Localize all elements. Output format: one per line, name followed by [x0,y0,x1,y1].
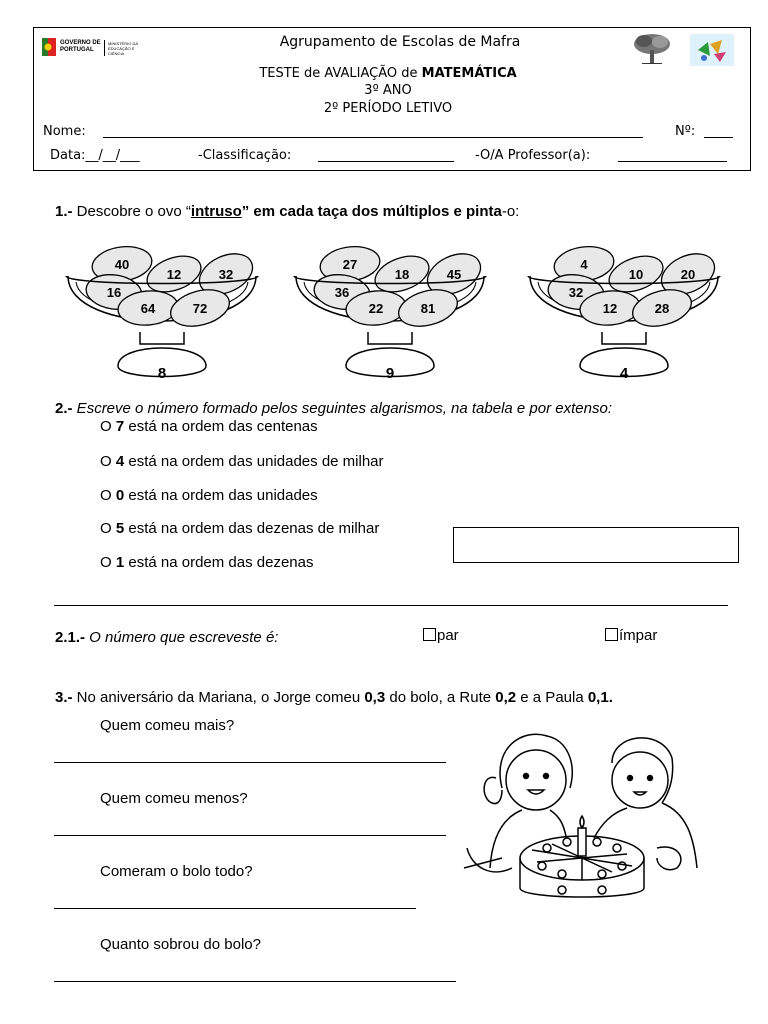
school-project-logo-icon [690,30,734,75]
q2-line-3 [100,487,318,504]
q2-line-digit: 4 [115,453,125,470]
par-label: par [437,627,459,644]
q2-line-text: está na ordem das centenas [124,418,318,435]
q2-line-pre: O [100,487,116,504]
classification-label: -Classificação: [198,148,292,163]
q2-line-text: está na ordem das dezenas de milhar [124,520,380,537]
q3-value-3: 0,1. [587,689,613,706]
bowl-stem [368,332,412,344]
q2-line-text: está na ordem das unidades [124,487,318,504]
q21-number: 2.1.- [55,629,86,646]
question-2 [55,400,612,417]
egg-number: 40 [114,257,130,272]
ministry-text: MINISTÉRIO DA EDUCAÇÃO E CIÊNCIA [108,41,138,56]
bowl-1 [62,236,262,391]
egg-number: 45 [446,267,462,282]
q2-line-pre: O [100,520,116,537]
date-label: Data:__/__/___ [50,148,140,163]
q3-answer-line-4[interactable] [54,981,456,982]
q2-line-digit: 5 [115,520,125,537]
egg-number: 20 [680,267,696,282]
bowl-2 [290,236,490,391]
q21-text: O número que escreveste é: [85,629,279,646]
question-3 [55,689,613,706]
q3-text-a: No aniversário da Mariana, o Jorge comeu [72,689,365,706]
number-label: Nº: [675,124,696,139]
birthday-cake-illustration [462,718,702,913]
logo-divider [104,40,105,56]
q1-text-b: ” em cada taça dos múltiplos e pinta [241,203,502,220]
egg-number: 22 [368,301,384,316]
option-par[interactable] [423,627,459,644]
q2-line-text: está na ordem das unidades de milhar [124,453,384,470]
q1-text-c: -o: [501,203,520,220]
name-field[interactable] [103,137,643,138]
q2-line-digit: 7 [115,418,125,435]
egg-number: 12 [166,267,182,282]
q3-value-1: 0,3 [364,689,386,706]
q3-number: 3.- [55,689,73,706]
school-period: 2º PERÍODO LETIVO [323,101,453,116]
q2-line-2 [100,453,384,470]
option-impar[interactable] [605,627,657,644]
school-name: Agrupamento de Escolas de Mafra [279,34,521,50]
test-title [188,66,588,81]
q2-line-4 [100,520,379,537]
q2-line-5 [100,554,313,571]
egg-number: 36 [334,285,350,300]
egg-number: 32 [218,267,234,282]
test-title-prefix: TESTE de AVALIAÇÃO de [259,66,422,81]
egg-number: 27 [342,257,358,272]
q3-question-3: Comeram o bolo todo? [100,863,253,880]
bowl-divisor: 8 [157,365,167,382]
egg-number: 81 [420,301,436,316]
answer-box[interactable] [453,527,739,563]
subject: MATEMÁTICA [421,66,517,81]
bowl-3 [524,236,724,391]
bowl-divisor: 4 [619,365,629,382]
q1-number: 1.- [55,203,73,220]
egg-number: 32 [568,285,584,300]
egg-number: 10 [628,267,644,282]
teacher-label: -O/A Professor(a): [475,148,591,163]
egg-number: 4 [580,257,588,272]
egg-number: 16 [106,285,122,300]
q3-answer-line-2[interactable] [54,835,446,836]
q2-line-digit: 0 [115,487,125,504]
q3-answer-line-1[interactable] [54,762,446,763]
q2-line-pre: O [100,554,116,571]
tree-logo-icon [628,32,676,73]
q2-line-1 [100,418,318,435]
name-label: Nome: [43,124,86,139]
q3-text-c: e a Paula [516,689,588,706]
number-field[interactable] [704,137,733,138]
egg-number: 12 [602,301,618,316]
teacher-field[interactable] [618,161,727,162]
egg-number: 18 [394,267,410,282]
q3-question-4: Quanto sobrou do bolo? [100,936,261,953]
q2-line-pre: O [100,418,116,435]
bowl-stem [602,332,646,344]
q2-number: 2.- [55,400,73,417]
bowl-divisor: 9 [385,365,395,382]
bowl-stem [140,332,184,344]
question-1 [55,203,519,220]
q2-line-pre: O [100,453,116,470]
egg-number: 64 [140,301,156,316]
grade-year: 3º ANO [364,83,412,98]
q3-answer-line-3[interactable] [54,908,416,909]
egg-number: 72 [192,301,208,316]
par-checkbox[interactable] [423,628,436,641]
egg-number: 28 [654,301,670,316]
q3-question-2: Quem comeu menos? [100,790,248,807]
impar-checkbox[interactable] [605,628,618,641]
gov-logo-text: GOVERNO DE PORTUGAL [60,40,101,53]
question-2-1 [55,629,278,646]
q3-value-2: 0,2 [495,689,517,706]
portugal-flag-icon [42,38,56,56]
q2-line-digit: 1 [115,554,125,571]
answer-line-words[interactable] [54,605,728,606]
q2-text: Escreve o número formado pelos seguintes algarismos, na tabela e por extenso: [72,400,612,417]
q3-text-b: do bolo, a Rute [385,689,496,706]
q2-line-text: está na ordem das dezenas [124,554,314,571]
classification-field[interactable] [318,161,454,162]
q1-text-a: Descobre o ovo “ [72,203,191,220]
q1-text-bold: intruso [190,203,242,220]
q3-question-1: Quem comeu mais? [100,717,235,734]
impar-label: ímpar [619,627,658,644]
